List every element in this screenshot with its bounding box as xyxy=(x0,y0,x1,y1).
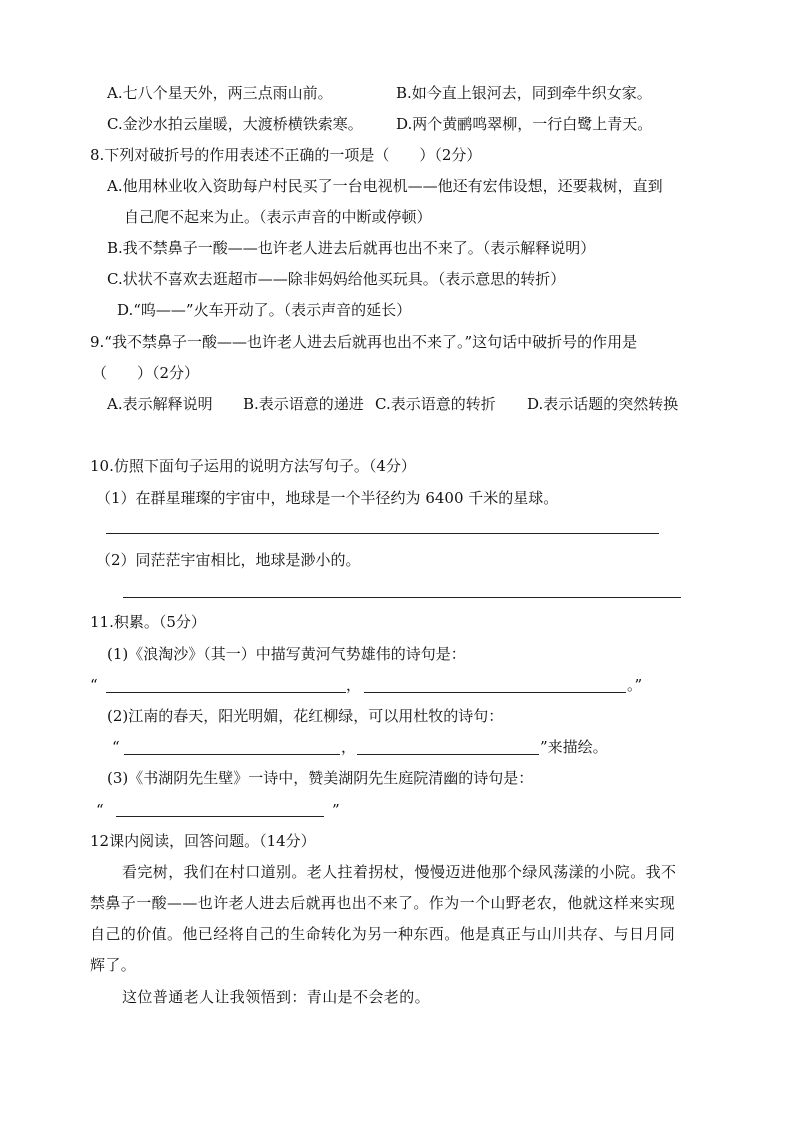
q11-stem: 11.积累。（5分） xyxy=(90,613,206,631)
q11-part1-prompt: (1)《浪淘沙》（其一）中描写黄河气势雄伟的诗句是： xyxy=(107,645,466,663)
q8-option-a-line2: 自己爬不起来为止。（表示声音的中断或停顿） xyxy=(124,208,432,226)
q9-stem-line2: （ ）（2分） xyxy=(92,364,200,382)
q7-option-b: B.如今直上银河去，同到牵牛织女家。 xyxy=(396,84,652,102)
passage-line-2: 禁鼻子一酸——也许老人进去后就再也出不来了。作为一个山野老农，他就这样来实现 xyxy=(90,894,676,912)
q11-part3-prompt: (3)《书湖阴先生壁》一诗中，赞美湖阴先生庭院清幽的诗句是： xyxy=(107,769,534,787)
q11-part1-close: 。” xyxy=(627,676,643,694)
q8-option-c: C.状状不喜欢去逛超市——除非妈妈给他买玩具。（表示意思的转折） xyxy=(107,270,566,288)
q11-part3-close: ” xyxy=(332,801,340,819)
q11-part1-open-quote: “ xyxy=(90,676,98,694)
passage-line-4: 辉了。 xyxy=(90,956,137,974)
q7-option-d: D.两个黄鹂鸣翠柳，一行白鹭上青天。 xyxy=(396,115,653,133)
q9-stem-line1: 9.“我不禁鼻子一酸——也许老人进去后就再也出不来了。”这句话中破折号的作用是 xyxy=(90,333,638,351)
q10-sentence-2: （2）同茫茫宇宙相比，地球是渺小的。 xyxy=(96,551,361,569)
q10-answer-line-2[interactable] xyxy=(123,597,681,598)
q11-part2-comma: ， xyxy=(341,738,357,756)
q9-option-b: B.表示语意的递进 xyxy=(243,395,364,413)
q8-stem: 8.下列对破折号的作用表述不正确的一项是（ ）（2分） xyxy=(90,146,482,164)
q11-part2-blank-1[interactable] xyxy=(124,754,340,755)
q11-part1-comma: ， xyxy=(346,676,362,694)
q8-option-a-line1: A.他用林业收入资助每户村民买了一台电视机——他还有宏伟设想，还要栽树，直到 xyxy=(107,177,663,195)
passage-closing-line: 这位普通老人让我领悟到：青山是不会老的。 xyxy=(122,988,431,1006)
passage-line-1: 看完树，我们在村口道别。老人拄着拐杖，慢慢迈进他那个绿风荡漾的小院。我不 xyxy=(122,863,677,881)
q10-answer-line-1[interactable] xyxy=(106,533,659,534)
q7-option-a: A.七八个星天外，两三点雨山前。 xyxy=(107,84,333,102)
q7-option-c: C.金沙水拍云崖暖，大渡桥横铁索寒。 xyxy=(107,115,363,133)
q10-stem: 10.仿照下面句子运用的说明方法写句子。（4分） xyxy=(90,457,416,475)
q11-part2-close: ”来描绘。 xyxy=(540,738,608,756)
q11-part3-blank[interactable] xyxy=(116,816,324,817)
q11-part2-prompt: (2)江南的春天，阳光明媚，花红柳绿，可以用杜牧的诗句： xyxy=(107,707,504,725)
q11-part3-open-quote: “ xyxy=(96,801,104,819)
q11-part2-open-quote: “ xyxy=(112,738,120,756)
passage-line-3: 自己的价值。他已经将自己的生命转化为另一种东西。他是真正与山川共存、与日月同 xyxy=(90,925,676,943)
q8-option-d: D.“呜——”火车开动了。（表示声音的延长） xyxy=(117,301,412,319)
q9-option-d: D.表示话题的突然转换 xyxy=(527,395,679,413)
q10-sentence-1: （1）在群星璀璨的宇宙中，地球是一个半径约为 6400 千米的星球。 xyxy=(96,489,559,507)
q12-stem: 12课内阅读，回答问题。（14分） xyxy=(90,832,316,850)
q11-part1-blank-1[interactable] xyxy=(106,692,346,693)
q9-option-c: C.表示语意的转折 xyxy=(375,395,496,413)
q11-part1-blank-2[interactable] xyxy=(364,692,626,693)
q11-part2-blank-2[interactable] xyxy=(357,754,539,755)
q8-option-b: B.我不禁鼻子一酸——也许老人进去后就再也出不来了。（表示解释说明） xyxy=(107,239,596,257)
q9-option-a: A.表示解释说明 xyxy=(107,395,213,413)
